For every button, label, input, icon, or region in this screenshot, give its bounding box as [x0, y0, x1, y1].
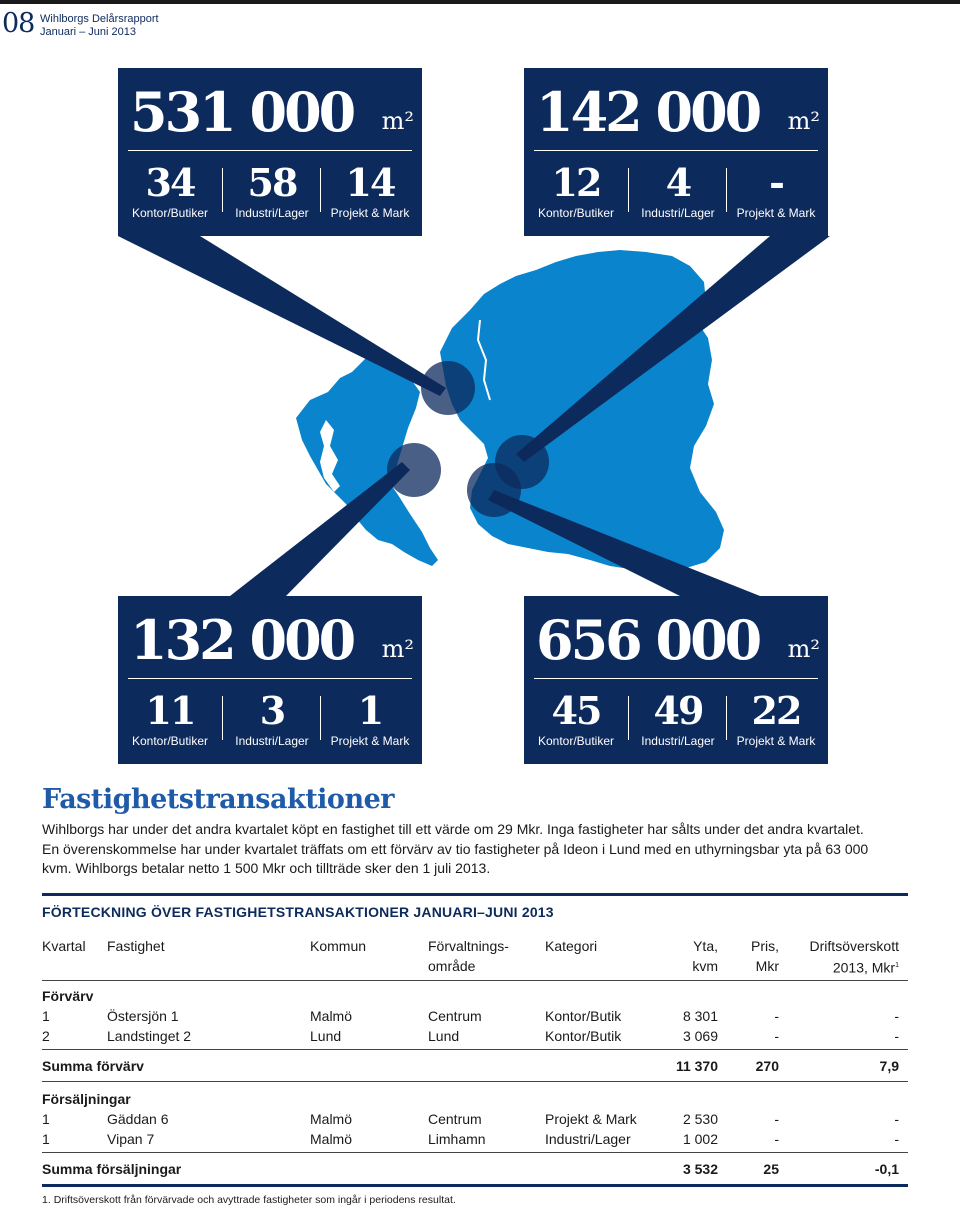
publication-period: Januari – Juni 2013	[40, 26, 137, 38]
map-marker-helsingborg	[421, 361, 475, 415]
table-rule	[42, 980, 908, 981]
table-row	[42, 1109, 908, 1129]
table-row	[42, 1026, 908, 1046]
footnote-ref: 1	[895, 962, 899, 969]
cell-pris: -	[774, 1131, 779, 1147]
col-header-fastighet: Fastighet	[107, 938, 165, 954]
summary-drift: 7,9	[879, 1058, 899, 1074]
paragraph-1: Wihlborgs har under det andra kvartalet köpt en fastighet till ett värde om 29 Mkr. Inga fastigheter har sålts under det andra kvartalet.	[42, 821, 864, 837]
cell-omrade: Limhamn	[428, 1131, 486, 1147]
stat-value: 3	[259, 688, 285, 733]
stat-total: 142 000	[536, 80, 760, 144]
group-label-forsaljningar	[42, 1089, 908, 1109]
cell-omrade: Lund	[428, 1028, 460, 1044]
col-header-yta: Yta,	[693, 938, 718, 954]
stat-label: Kontor/Butiker	[537, 206, 615, 220]
footnote	[42, 1194, 456, 1206]
stat-unit: m²	[787, 107, 820, 135]
cell-kvartal: 1	[42, 1008, 50, 1024]
table-title: FÖRTECKNING ÖVER FASTIGHETSTRANSAKTIONER JANUARI–JUNI 2013	[42, 904, 554, 920]
stat-divider	[128, 150, 412, 151]
section-heading: Fastighetstransaktioner	[42, 784, 394, 815]
stat-value: -	[769, 160, 783, 205]
summary-row-forsaljningar	[42, 1159, 908, 1179]
table-top-rule	[42, 893, 908, 896]
stat-value: 45	[551, 688, 601, 733]
col-header-drift: Driftsöverskott	[809, 938, 899, 954]
paragraph-2: En överenskommelse har under kvartalet träffats om ett förvärv av tio fastigheter på Ideon i Lund med en uthyrningsbar yta på 63 000 kvm. Wihlborgs betalar netto 1 500 Mkr och tillträde sker den 1 juli 2013.	[42, 840, 869, 876]
group-label-text: Förvärv	[42, 988, 94, 1004]
cell-kvartal: 1	[42, 1111, 50, 1127]
stat-cell	[320, 160, 420, 220]
cell-yta: 1 002	[682, 1131, 718, 1147]
summary-pris: 25	[763, 1161, 779, 1177]
summary-label: Summa förvärv	[42, 1058, 144, 1074]
stat-cell	[628, 688, 728, 748]
stat-cell	[120, 688, 220, 748]
cell-kategori: Kontor/Butik	[545, 1008, 622, 1024]
cell-omrade: Centrum	[428, 1008, 482, 1024]
stat-cell	[222, 160, 322, 220]
col-header-omrade: Förvaltnings-	[428, 938, 509, 954]
stat-label: Industri/Lager	[641, 206, 715, 220]
stat-label: Industri/Lager	[235, 206, 309, 220]
drift-year-unit: 2013, Mkr	[832, 959, 896, 976]
col-header-pris: Pris,	[751, 938, 779, 954]
summary-row-forvarv	[42, 1056, 908, 1076]
stat-value: 11	[145, 688, 195, 733]
stat-label: Industri/Lager	[235, 734, 309, 748]
stat-unit: m²	[381, 107, 414, 135]
stat-cell	[526, 688, 626, 748]
stat-value: 58	[247, 160, 297, 205]
stat-unit: m²	[787, 635, 820, 663]
cell-pris: -	[774, 1028, 779, 1044]
footnote-mark: 1.	[42, 1194, 51, 1206]
cell-kvartal: 1	[42, 1131, 50, 1147]
stat-value: 4	[665, 160, 691, 205]
stat-divider	[534, 678, 818, 679]
map-marker-copenhagen	[387, 443, 441, 497]
cell-kategori: Kontor/Butik	[545, 1028, 622, 1044]
cell-fastighet: Landstinget 2	[107, 1028, 192, 1044]
stat-label: Kontor/Butiker	[131, 206, 209, 220]
stat-label: Kontor/Butiker	[537, 734, 615, 748]
summary-yta: 3 532	[682, 1161, 718, 1177]
col-header-kategori: Kategori	[545, 938, 598, 954]
publication-title: Wihlborgs Delårsrapport	[40, 13, 159, 25]
cell-kommun: Lund	[310, 1028, 342, 1044]
cell-drift: -	[894, 1131, 899, 1147]
stat-value: 14	[345, 160, 395, 205]
stat-divider	[534, 150, 818, 151]
stat-value: 22	[751, 688, 801, 733]
stat-divider	[128, 678, 412, 679]
table-rule	[42, 1152, 908, 1153]
stat-unit: m²	[381, 635, 414, 663]
stat-value: 12	[551, 160, 601, 205]
table-rule	[42, 1081, 908, 1082]
cell-yta: 8 301	[682, 1008, 718, 1024]
stat-box-malmo	[524, 596, 828, 764]
cell-drift: -	[894, 1008, 899, 1024]
table-row	[42, 1129, 908, 1149]
stat-total: 531 000	[130, 80, 354, 144]
table-header-row-2	[42, 956, 908, 976]
stat-label: Projekt & Mark	[736, 206, 816, 220]
group-label-text: Försäljningar	[42, 1091, 131, 1107]
callout-beam-nw	[118, 236, 446, 396]
cell-fastighet: Östersjön 1	[107, 1008, 179, 1024]
cell-yta: 2 530	[682, 1111, 718, 1127]
stat-cell	[526, 160, 626, 220]
stat-cell	[222, 688, 322, 748]
stat-label: Projekt & Mark	[330, 734, 410, 748]
footnote-text: Driftsöverskott från förvärvade och avyttrade fastigheter som ingår i periodens resultat.	[53, 1194, 456, 1206]
stat-label: Projekt & Mark	[330, 206, 410, 220]
col-header-omrade-2: område	[428, 958, 476, 974]
stat-box-copenhagen	[118, 596, 422, 764]
stat-total: 656 000	[536, 608, 760, 672]
map-marker-malmo	[467, 463, 521, 517]
stat-cell	[726, 688, 826, 748]
cell-kommun: Malmö	[310, 1131, 353, 1147]
col-header-kommun: Kommun	[310, 938, 367, 954]
cell-fastighet: Gäddan 6	[107, 1111, 169, 1127]
summary-label: Summa försäljningar	[42, 1161, 182, 1177]
stat-value: 1	[357, 688, 383, 733]
stat-box-lund	[524, 68, 828, 236]
col-header-yta-2: kvm	[692, 958, 718, 974]
stat-label: Industri/Lager	[641, 734, 715, 748]
cell-kategori: Industri/Lager	[545, 1131, 631, 1147]
page-number: 08	[2, 8, 35, 39]
summary-yta: 11 370	[675, 1058, 718, 1074]
col-header-pris-2: Mkr	[755, 958, 779, 974]
group-label-forvarv	[42, 986, 908, 1006]
stat-cell	[120, 160, 220, 220]
summary-pris: 270	[755, 1058, 779, 1074]
cell-drift: -	[894, 1028, 899, 1044]
table-rule	[42, 1049, 908, 1050]
stat-cell	[726, 160, 826, 220]
stat-value: 49	[653, 688, 703, 733]
stat-value: 34	[145, 160, 195, 205]
table-header-row	[42, 936, 908, 956]
cell-omrade: Centrum	[428, 1111, 482, 1127]
cell-kommun: Malmö	[310, 1111, 353, 1127]
cell-kategori: Projekt & Mark	[545, 1111, 637, 1127]
stat-cell	[628, 160, 728, 220]
section-body	[42, 820, 882, 879]
cell-kvartal: 2	[42, 1028, 50, 1044]
table-bottom-rule	[42, 1184, 908, 1187]
cell-pris: -	[774, 1008, 779, 1024]
stat-box-helsingborg	[118, 68, 422, 236]
col-header-drift-2	[833, 956, 899, 978]
summary-drift: -0,1	[874, 1161, 899, 1177]
cell-yta: 3 069	[682, 1028, 718, 1044]
col-header-kvartal: Kvartal	[42, 938, 86, 954]
stat-label: Kontor/Butiker	[131, 734, 209, 748]
cell-pris: -	[774, 1111, 779, 1127]
cell-kommun: Malmö	[310, 1008, 353, 1024]
table-row	[42, 1006, 908, 1026]
stat-cell	[320, 688, 420, 748]
stat-label: Projekt & Mark	[736, 734, 816, 748]
cell-fastighet: Vipan 7	[107, 1131, 155, 1147]
stat-total: 132 000	[130, 608, 354, 672]
cell-drift: -	[894, 1111, 899, 1127]
